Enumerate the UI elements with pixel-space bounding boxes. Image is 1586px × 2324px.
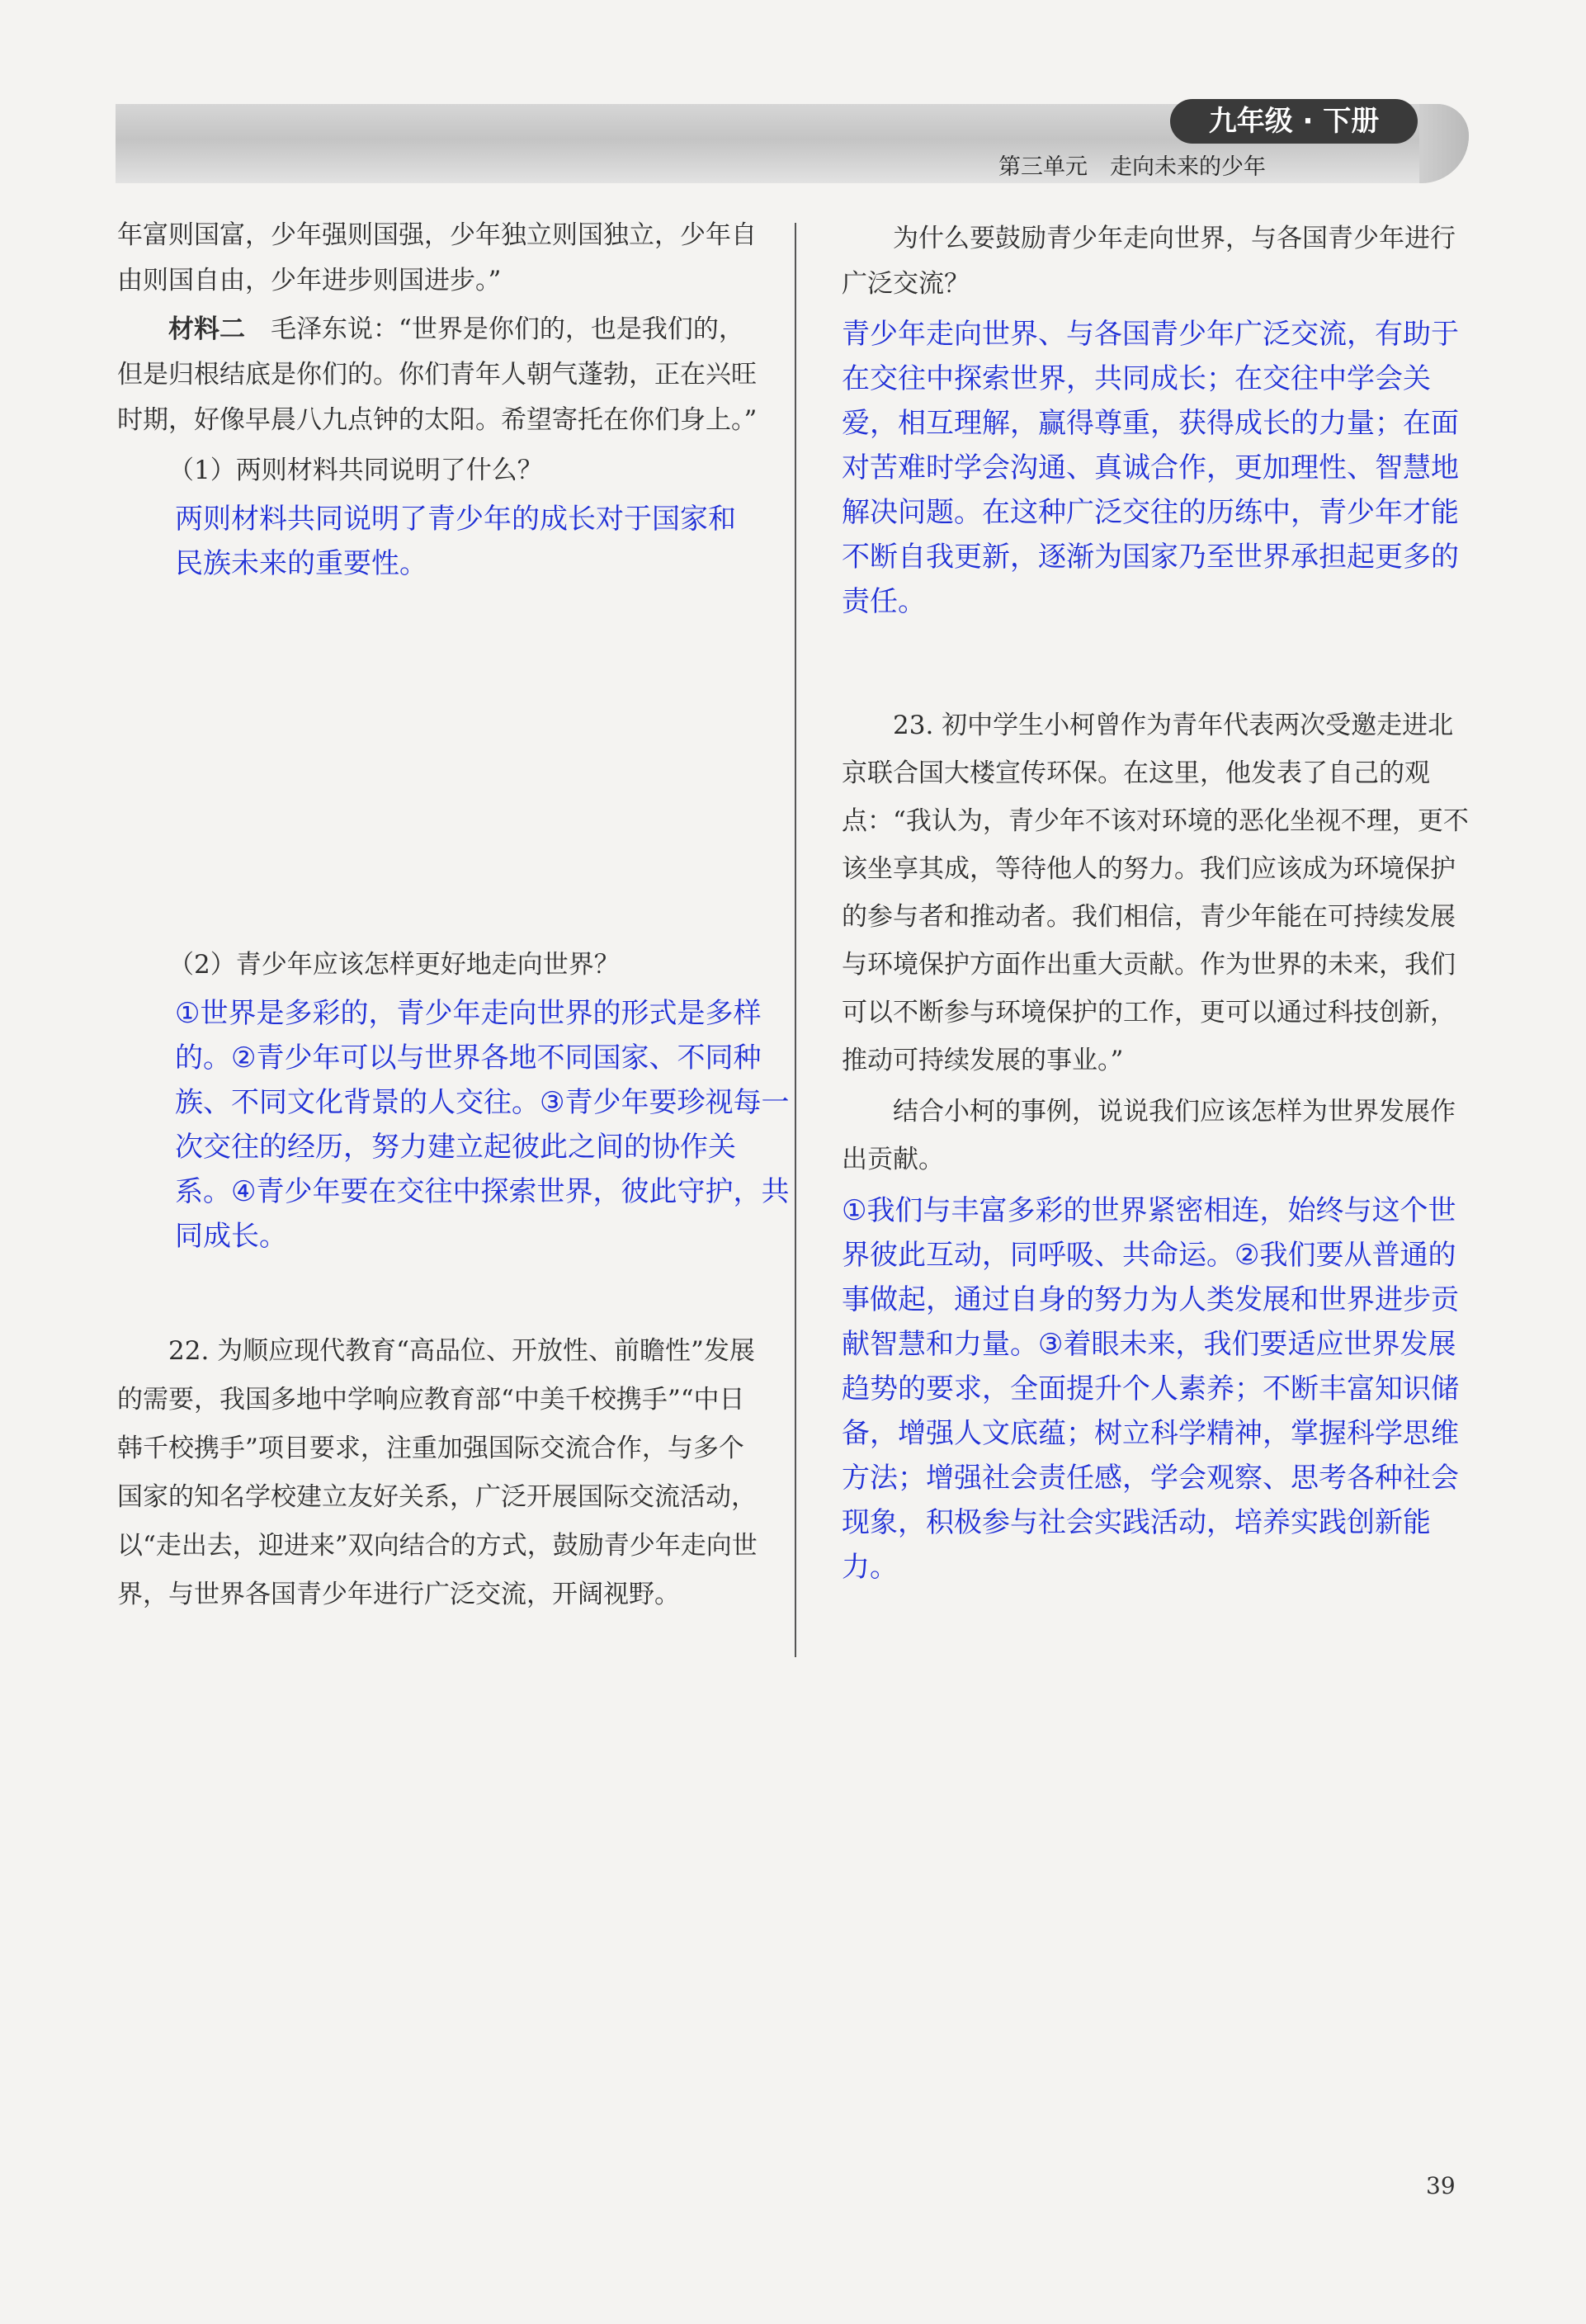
answer-2: ①世界是多彩的，青少年走向世界的形式是多样的。②青少年可以与世界各地不同国家、不同种族、不同文化背景的人交往。③青少年要珍视每一次交往的经历，努力建立起彼此之间的协作关系。④青少年要在交往中探索世界，彼此守护，共同成长。: [175, 997, 790, 1253]
material-two: [117, 307, 758, 443]
answer-23: ①我们与丰富多彩的世界紧密相连，始终与这个世界彼此互动，同呼吸、共命运。②我们要从普通的事做起，通过自身的努力为人类发展和世界进步贡献智慧和力量。③着眼未来，我们要适应世界发展趋势的要求，全面提升个人素养；不断丰富知识储备，增强人文底蕴；树立科学精神，掌握科学思维方法；增强社会责任感，学会观察、思考各种社会现象，积极参与社会实践活动，培养实践创新能力。: [842, 1194, 1459, 1584]
left-column: [117, 213, 758, 586]
material-two-text: 毛泽东说：“世界是你们的，也是我们的，但是归根结底是你们的。你们青年人朝气蓬勃，正在兴旺时期，好像早晨八九点钟的太阳。希望寄托在你们身上。”: [117, 314, 758, 435]
answer-1: 两则材料共同说明了青少年的成长对于国家和民族未来的重要性。: [175, 503, 736, 580]
grade-badge: 九年级 · 下册: [1170, 99, 1418, 144]
left-column-lower: [117, 942, 790, 1259]
question-23: 23. 初中学生小柯曾作为青年代表两次受邀走进北京联合国大楼宣传环保。在这里，他发表了自己的观点：“我认为，青少年不该对环境的恶化坐视不理，更不该坐享其成，等待他人的努力。我们应该成为环境保护的参与者和推动者。我们相信，青少年能在可持续发展与环境保护方面作出重大贡献。作为世界的未来，我们可以不断参与环境保护的工作，更可以通过科技创新，推动可持续发展的事业。”: [842, 711, 1469, 1075]
question-22-ask: 为什么要鼓励青少年走向世界，与各国青少年进行广泛交流？: [842, 224, 1456, 299]
material-two-label: 材料二: [168, 314, 245, 344]
material-one-end: 年富则国富，少年强则国强，少年独立则国独立，少年自由则国自由，少年进步则国进步。”: [117, 220, 757, 295]
question-2: （2）青少年应该怎样更好地走向世界？: [168, 950, 620, 980]
right-column: [842, 216, 1475, 624]
question-23-block: [842, 701, 1475, 1589]
unit-title: 第三单元 走向未来的少年: [998, 154, 1266, 180]
question-23-ask: 结合小柯的事例，说说我们应该怎样为世界发展作出贡献。: [842, 1097, 1456, 1174]
question-1: （1）两则材料共同说明了什么？: [168, 456, 543, 485]
question-22-block: [117, 1327, 758, 1619]
page-number: 39: [1426, 2172, 1456, 2199]
question-22: 22. 为顺应现代教育“高品位、开放性、前瞻性”发展的需要，我国多地中学响应教育部“中美千校携手”“中日韩千校携手”项目要求，注重加强国际交流合作，与多个国家的知名学校建立友好关系，广泛开展国际交流活动，以“走出去，迎进来”双向结合的方式，鼓励青少年走向世界，与世界各国青少年进行广泛交流，开阔视野。: [117, 1336, 758, 1609]
column-divider: [795, 223, 796, 1657]
answer-22: 青少年走向世界、与各国青少年广泛交流，有助于在交往中探索世界，共同成长；在交往中学会关爱，相互理解，赢得尊重，获得成长的力量；在面对苦难时学会沟通、真诚合作，更加理性、智慧地解决问题。在这种广泛交往的历练中，青少年才能不断自我更新，逐渐为国家乃至世界承担起更多的责任。: [842, 318, 1459, 618]
